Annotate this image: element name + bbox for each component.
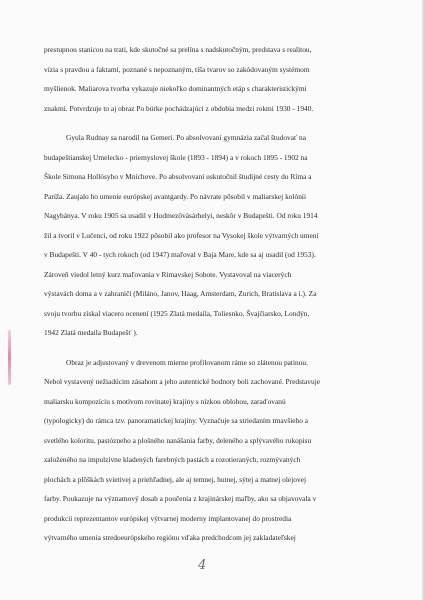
text-line: znakmi. Potvrdzuje to aj obraz Po búrke pochádzajúci z obdobia medzi rokmi 1930 - 1940. [44, 103, 314, 113]
text-line: výtvarného umenia stredoeurópskeho regiónu vďaka predchodcom jej zakladateľskej [44, 533, 296, 542]
text-line: Nagybánya. V roku 1905 sa usadil v Hodmezővásárhelyi, neskôr v Budapešti. Od roku 1914 [44, 211, 318, 220]
text-line: prestupnou stanicou na trati, kde skutočné sa prelína s nadskutočným, predstava s realitou, [44, 45, 312, 54]
text-line: v Budapešti. V 40 - tych rokoch (od 1947) maľoval v Baja Mare, kde sa aj usadil (od 1953). [44, 250, 316, 259]
text-line: produkcii reprezentantov európskej výtvarnej moderny implantovanej do prostredia [44, 513, 292, 523]
text-line: svetlého koloritu, pastózneho a plošného nanášania farby, deleného a splývavého rukopisu [44, 435, 312, 445]
text-line: 1942 Zlatá medaila Budapešť ). [44, 328, 138, 337]
text-line: farby. Poukazuje na významový dosah a poučenia z krajinárskej maľby, ako sa objavovala v [44, 494, 317, 503]
text-line: vízia s pravdou a faktami, poznané s nepoznaným, tíša tvarov so zakódovaným systémom [44, 64, 310, 74]
text-line: Škole Simona Hollósyho v Mníchove. Po absolvovaní uskutočnil študijné cesty do Ríma a [44, 172, 312, 181]
text-line: myšlienok. Maliarova tvorba vykazuje niekoľko dominantných etáp s charakteristickými [44, 84, 307, 93]
text-line: výstavách doma a v zahraničí (Miláno, Janov, Haag, Amsterdam, Zurich, Bratislava a i.). Za [44, 289, 317, 298]
text-line: Paríža. Zaujalo ho umenie európskej avantgardy. Po návrate pôsobil v maliarskej kolónii [44, 191, 307, 201]
binding-mark [8, 330, 11, 385]
text-line: budapeštianskej Umelecko - priemyslovej škole (1893 - 1894) a v rokoch 1895 - 1902 na [44, 152, 308, 162]
paragraph-start-line: Gyula Rudnay sa narodil na Gemeri. Po absolvovaní gymnázia začal študovať na [66, 133, 307, 142]
paragraph-start-line: Obraz je adjustovaný v drevenom mierne profilovanom ráme so zlátenou patinou. [66, 357, 308, 367]
text-line: plochách a plôškách svietivej a priehľadnej, ale aj temnej, hutnej, sýtej a matnej olejovej [44, 474, 306, 484]
text-line: založeného na impulzívne kladených farebných pastách a rozotieraných, rozmývaných [44, 455, 301, 464]
text-line: Zároveň viedol letný kurz maľovania v Rimavskej Sobote. Vystavoval na viacerých [44, 269, 292, 279]
body-text [44, 40, 376, 548]
text-line: (typologicky) do rámca tzv. panoramatickej krajiny. Vyznačuje sa striedaním tmavšieho a [44, 416, 309, 425]
text-line: Nebol vystavený nežiadúcim zásahom a jeho autentické hodnoty boli zachované. Predstavuje [44, 377, 321, 386]
text-line: maliarsku kompozíciu s motívom rovinatej krajiny s nízkou oblohou, zaraďovanú [44, 396, 286, 406]
page-number: 4 [198, 558, 207, 573]
text-line: svoju tvorbu získal viacero ocenení (1925 Zlatá medaila, Toliesnko, Švajčiarsko, Londýn, [44, 308, 310, 318]
text-line: žil a tvoril v Lučenci, od roku 1922 pôsobil ako profesor na Vysokej škole výtvarných umení [44, 230, 319, 240]
